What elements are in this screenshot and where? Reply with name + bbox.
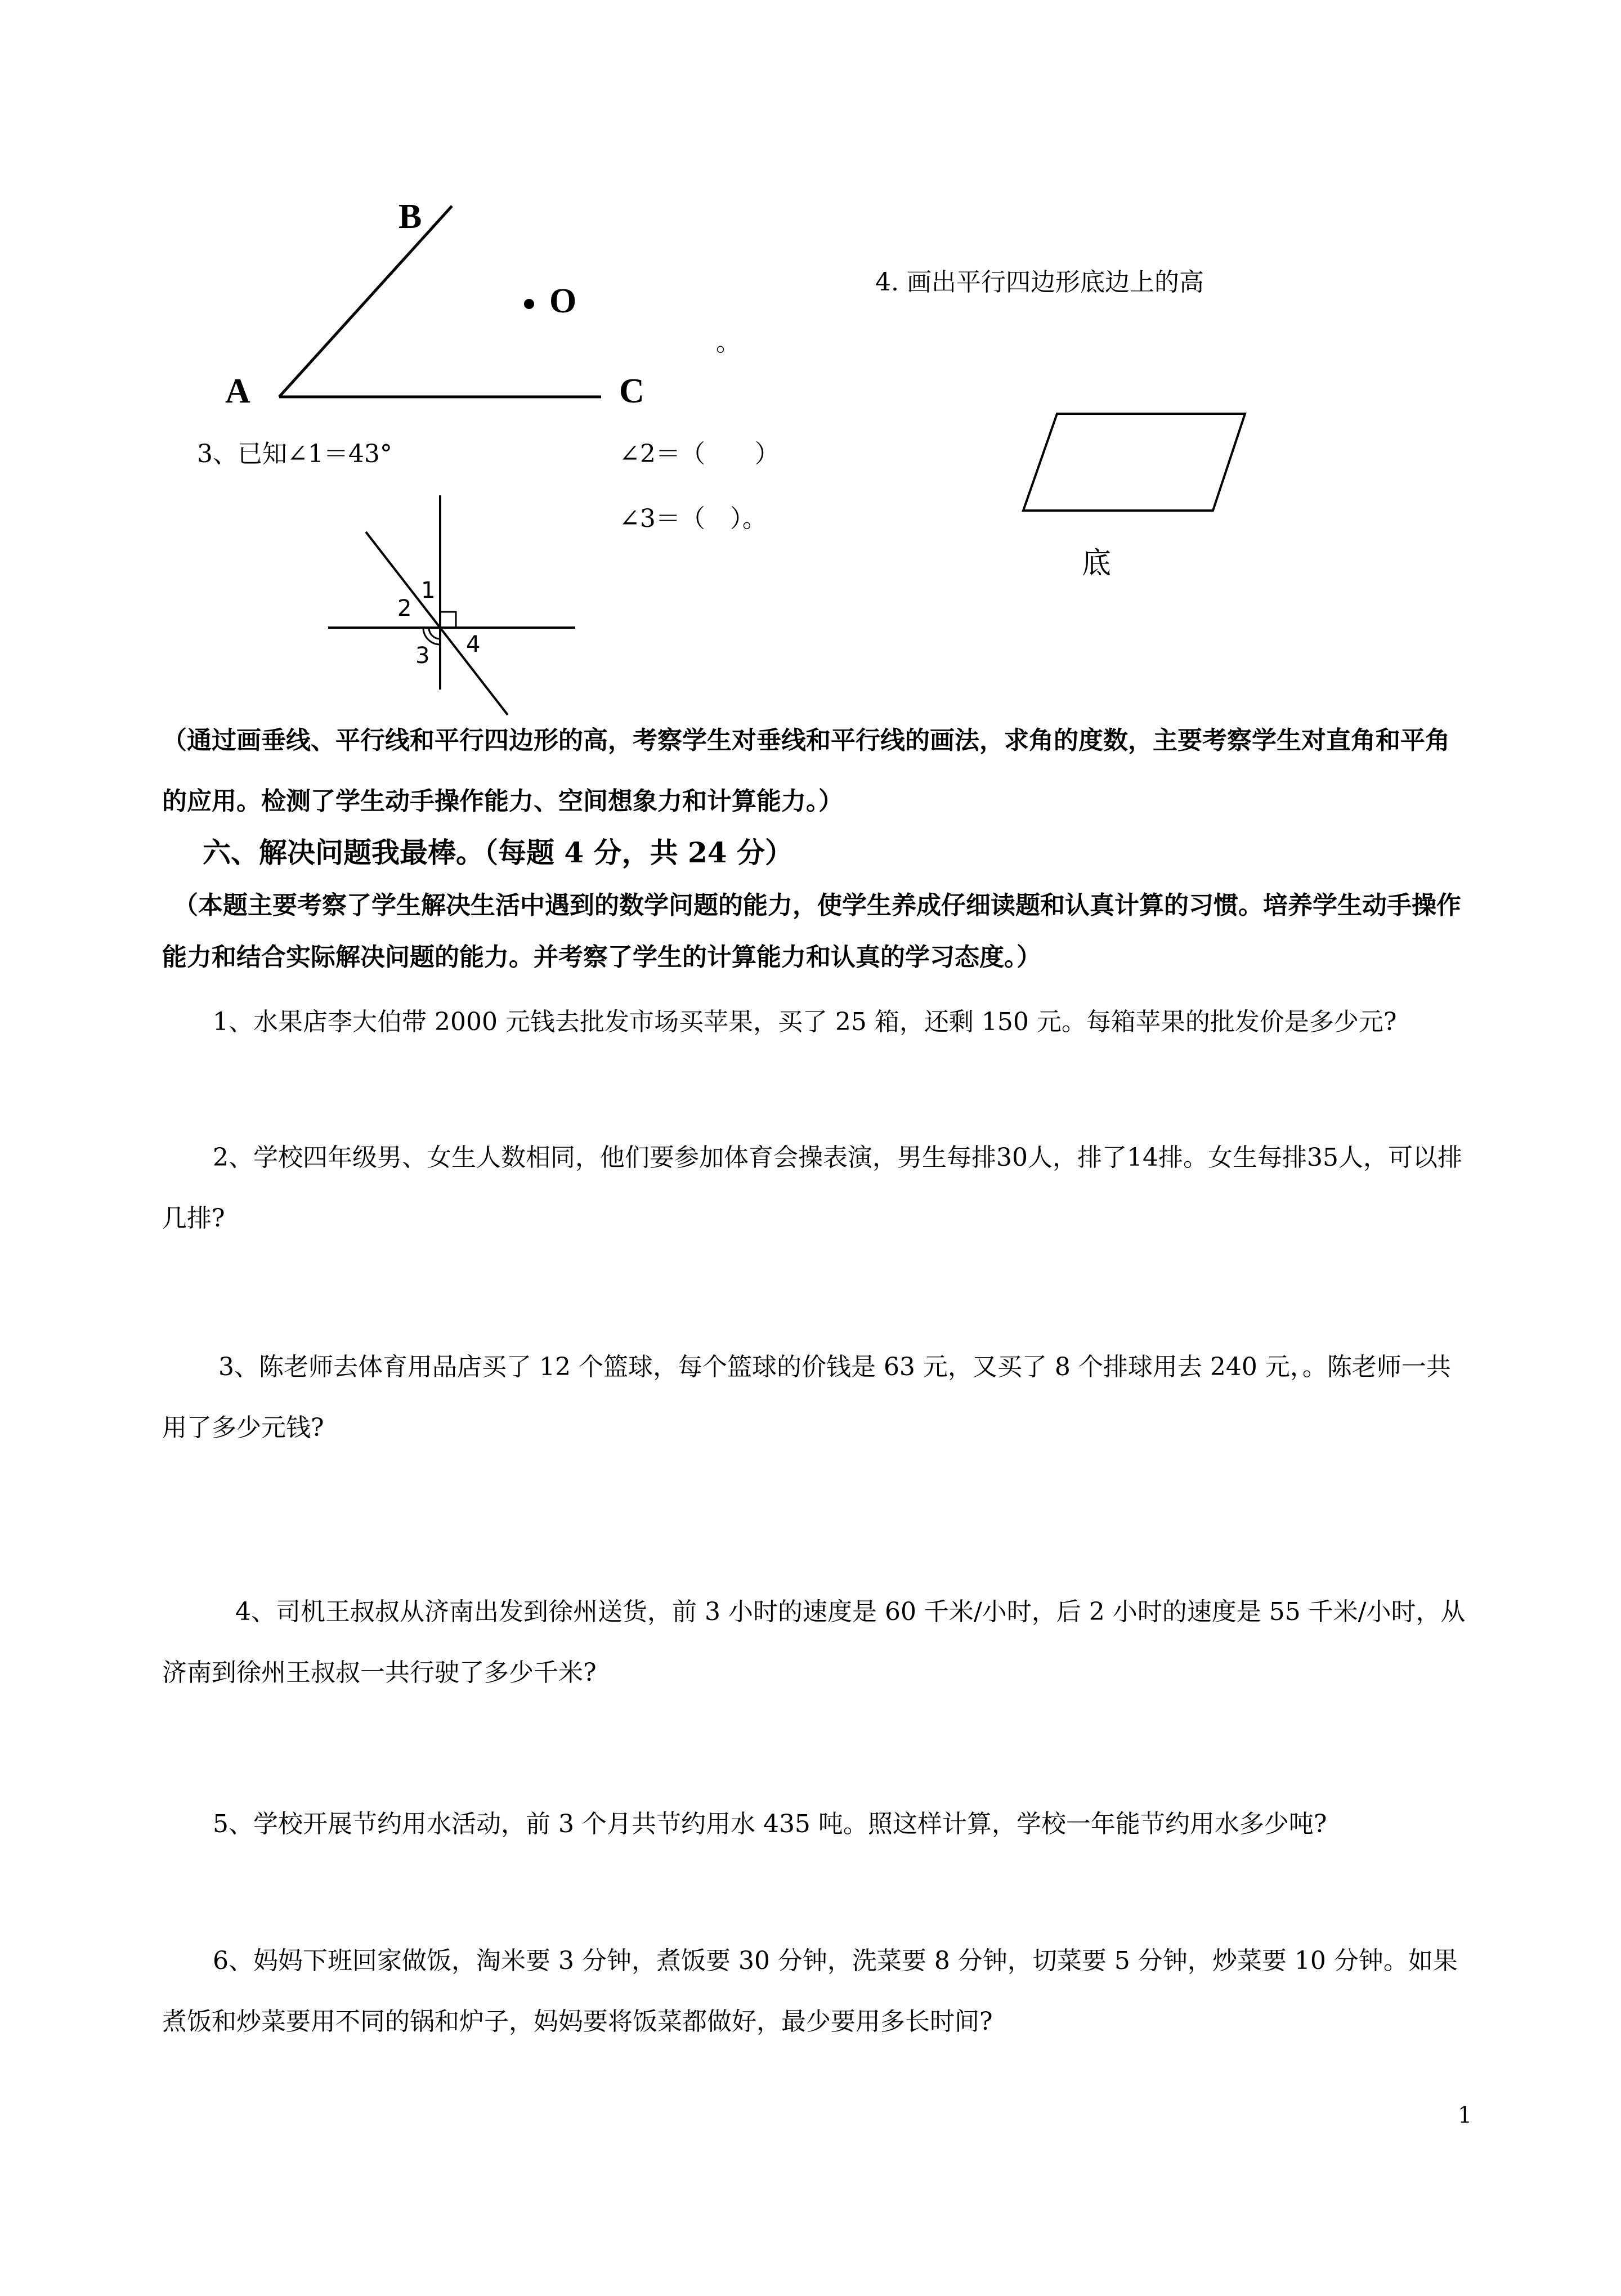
parallelogram-base-label: 底 <box>1082 547 1112 580</box>
label-c: C <box>619 372 644 410</box>
problem-4: 4、司机王叔叔从济南出发到徐州送货，前 3 小时的速度是 60 千米/小时，后 2 小时的速度是 55 千米/小时，从济南到徐州王叔叔一共行驶了多少千米? <box>162 1597 1466 1687</box>
q4-stray-mark: 。 <box>716 328 741 357</box>
section6-heading: 六、解决问题我最棒。（每题 4 分，共 24 分） <box>203 836 793 869</box>
q4-title: 4. 画出平行四边形底边上的高 <box>875 268 1204 297</box>
intersecting-lines-figure <box>328 495 575 715</box>
problem-2: 2、学校四年级男、女生人数相同，他们要参加体育会操表演，男生每排30人，排了14排。女生每排35人，可以排几排? <box>162 1143 1462 1233</box>
problem-1: 1、水果店李大伯带 2000 元钱去批发市场买苹果，买了 25 箱，还剩 150 元。每箱苹果的批发价是多少元? <box>213 1008 1397 1036</box>
drawing-section-note: （通过画垂线、平行线和平行四边形的高，考察学生对垂线和平行线的画法，求角的度数，主要考察学生对直角和平角的应用。检测了学生动手操作能力、空间想象力和计算能力。） <box>162 726 1450 816</box>
parallelogram <box>1023 414 1245 511</box>
q3-angle3: ∠3＝（ ）。 <box>619 504 767 533</box>
angle-label-1: 1 <box>421 578 436 603</box>
angle-label-3: 3 <box>415 643 430 669</box>
point-o-dot <box>524 299 534 309</box>
angle-3-arc-inner <box>429 628 440 639</box>
q3-angle2: ∠2＝（ ） <box>619 440 780 468</box>
label-o: O <box>549 282 577 320</box>
angle-label-2: 2 <box>397 596 412 621</box>
angle-label-4: 4 <box>466 632 481 657</box>
page-number: 1 <box>1458 2102 1472 2128</box>
problem-3: 3、陈老师去体育用品店买了 12 个篮球，每个篮球的价钱是 63 元，又买了 8 个排球用去 240 元，。陈老师一共用了多少元钱? <box>162 1353 1451 1442</box>
problem-6: 6、妈妈下班回家做饭，淘米要 3 分钟，煮饭要 30 分钟，洗菜要 8 分钟，切菜要 5 分钟，炒菜要 10 分钟。如果煮饭和炒菜要用不同的锅和炉子，妈妈要将饭菜都做好，最少要用多长时间? <box>162 1946 1458 2036</box>
label-a: A <box>225 372 250 410</box>
right-angle-mark <box>440 612 456 628</box>
q3-given: 3、已知∠1＝43° <box>197 440 392 468</box>
problem-5: 5、学校开展节约用水活动，前 3 个月共节约用水 435 吨。照这样计算，学校一年能节约用水多少吨? <box>213 1810 1327 1838</box>
label-b: B <box>398 198 422 236</box>
section6-note: （本题主要考察了学生解决生活中遇到的数学问题的能力，使学生养成仔细读题和认真计算的习惯。培养学生动手操作能力和结合实际解决问题的能力。并考察了学生的计算能力和认真的学习态度。） <box>162 891 1461 972</box>
